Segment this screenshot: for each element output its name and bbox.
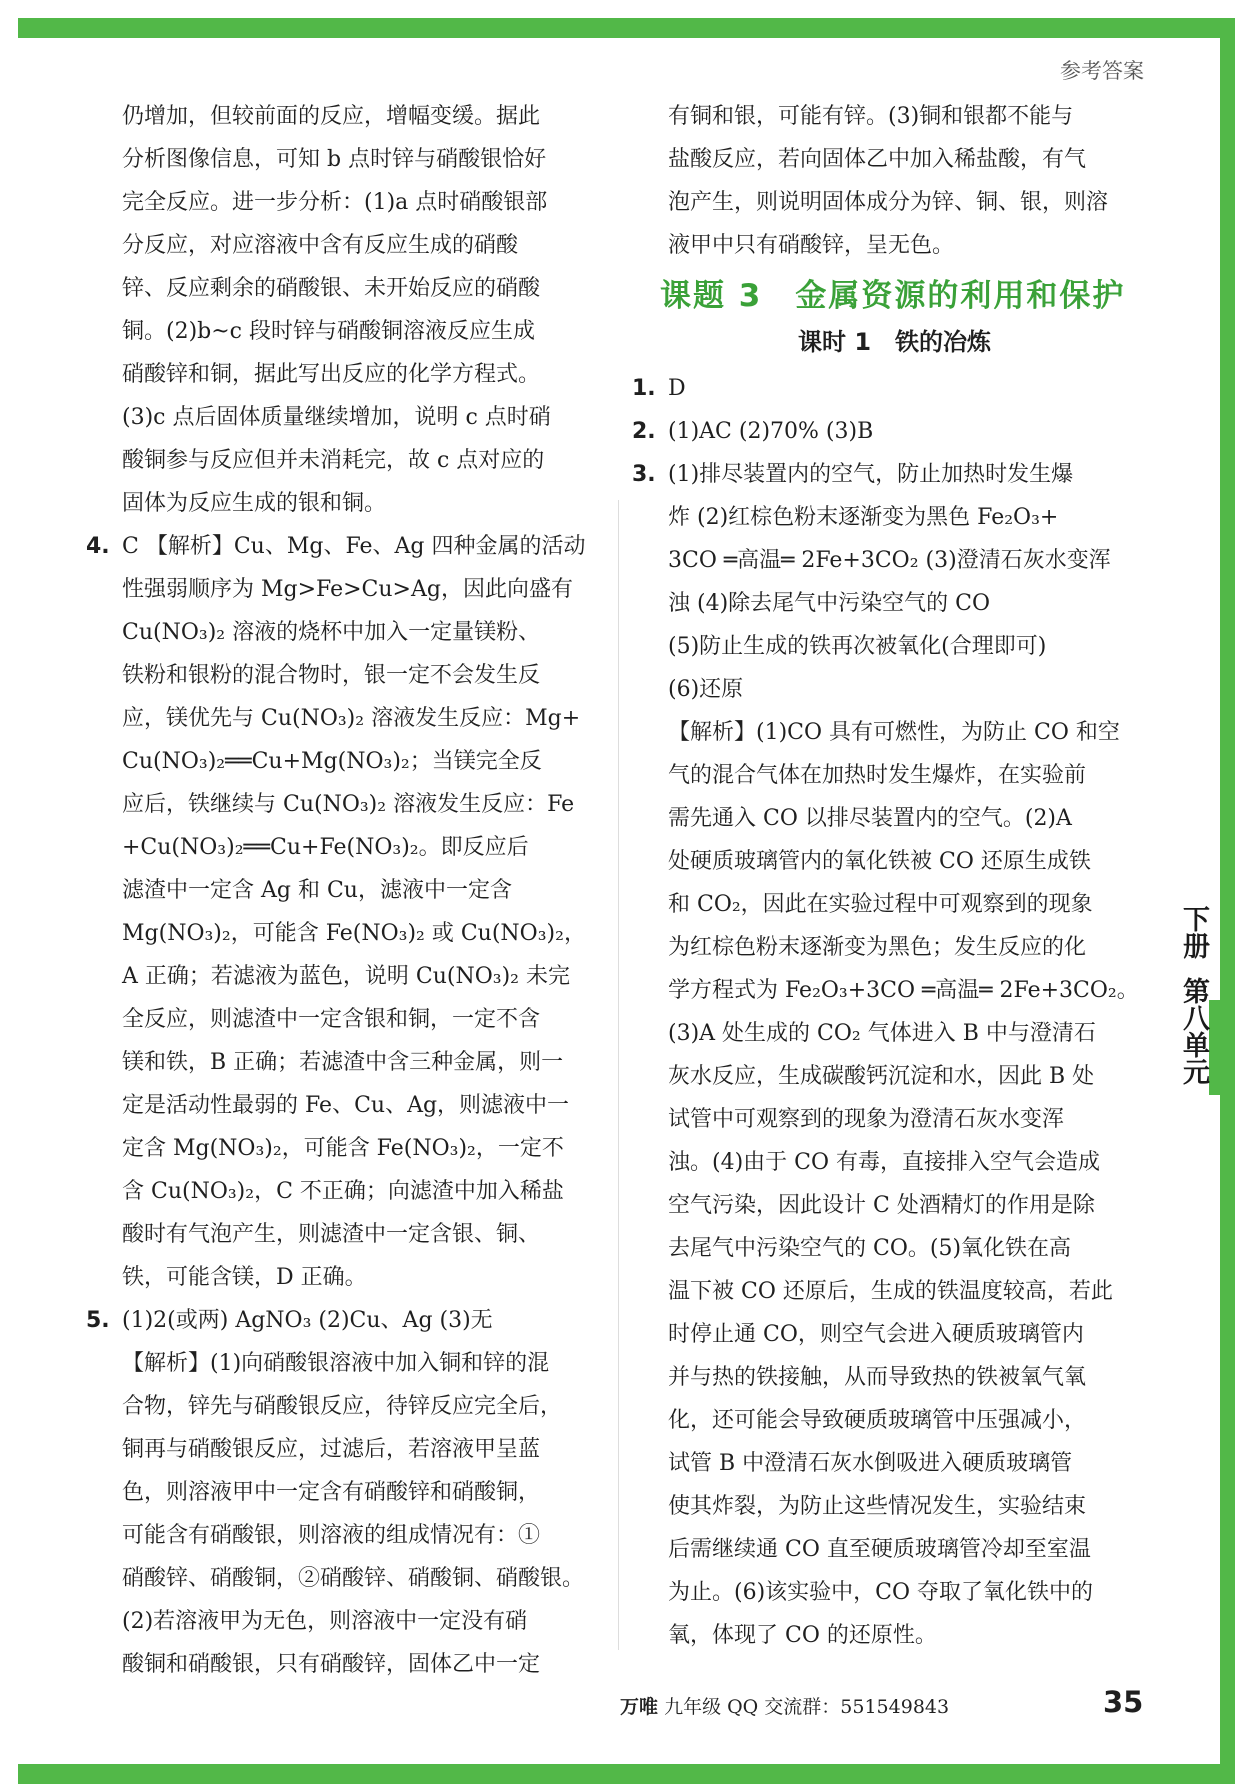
text-line	[632, 496, 1157, 539]
question-number: 2.	[632, 419, 656, 444]
line-text: 酸时有气泡产生，则滤渣中一定含银、铜、	[122, 1222, 541, 1247]
text-line	[86, 654, 606, 697]
text-line	[632, 840, 1157, 883]
line-text: (5)防止生成的铁再次被氧化(合理即可)	[668, 634, 1047, 659]
line-text: 氧，体现了 CO 的还原性。	[668, 1623, 937, 1648]
line-text: 铁粉和银粉的混合物时，银一定不会发生反	[122, 663, 541, 688]
question-number: 4.	[86, 534, 110, 559]
section-title: 课时 1 铁的冶炼	[797, 328, 992, 356]
text-line	[86, 1213, 606, 1256]
text-line	[632, 1485, 1157, 1528]
left-column	[86, 95, 606, 1686]
text-line	[86, 181, 606, 224]
line-text: 铁，可能含镁，D 正确。	[122, 1265, 367, 1290]
text-line	[632, 754, 1157, 797]
line-text: +Cu(NO₃)₂══Cu+Fe(NO₃)₂。即反应后	[122, 835, 529, 860]
text-line	[632, 1614, 1157, 1657]
text-line	[86, 1643, 606, 1686]
text-line	[86, 353, 606, 396]
line-text: 铜再与硝酸银反应，过滤后，若溶液甲呈蓝	[122, 1437, 541, 1462]
line-text: 灰水反应，生成碳酸钙沉淀和水，因此 B 处	[668, 1064, 1095, 1089]
text-line	[632, 453, 1157, 496]
text-line	[86, 1041, 606, 1084]
line-text: 浊 (4)除去尾气中污染空气的 CO	[668, 591, 991, 616]
line-text: 性强弱顺序为 Mg>Fe>Cu>Ag，因此向盛有	[122, 577, 573, 602]
header-answer-key: 参考答案	[1060, 59, 1144, 83]
line-text: 并与热的铁接触，从而导致热的铁被氧气氧	[668, 1365, 1087, 1390]
line-text: 3CO ═高温═ 2Fe+3CO₂ (3)澄清石灰水变浑	[668, 548, 1111, 573]
text-line	[632, 625, 1157, 668]
text-line	[86, 568, 606, 611]
text-line	[86, 955, 606, 998]
question-number: 1.	[632, 376, 656, 401]
line-text: D	[668, 376, 686, 401]
text-line	[86, 224, 606, 267]
line-text: (1)2(或两) AgNO₃ (2)Cu、Ag (3)无	[122, 1308, 493, 1333]
line-text: 气的混合气体在加热时发生爆炸，在实验前	[668, 763, 1087, 788]
line-text: 后需继续通 CO 直至硬质玻璃管冷却至室温	[668, 1537, 1091, 1562]
text-line	[632, 797, 1157, 840]
text-line	[86, 1557, 606, 1600]
line-text: 试管 B 中澄清石灰水倒吸进入硬质玻璃管	[668, 1451, 1073, 1476]
text-line	[632, 711, 1157, 754]
text-line	[632, 1098, 1157, 1141]
line-text: 合物，锌先与硝酸银反应，待锌反应完全后，	[122, 1394, 563, 1419]
text-line	[86, 1514, 606, 1557]
text-line	[632, 1313, 1157, 1356]
text-line	[86, 869, 606, 912]
line-text: 为红棕色粉末逐渐变为黑色；发生反应的化	[668, 935, 1087, 960]
side-tab	[1172, 905, 1214, 1145]
text-line	[632, 367, 1157, 410]
text-line	[86, 1299, 606, 1342]
text-line	[86, 1170, 606, 1213]
text-line	[86, 1342, 606, 1385]
line-text: 铜。(2)b~c 段时锌与硝酸铜溶液反应生成	[122, 319, 535, 344]
column-divider	[618, 500, 619, 1650]
text-line	[632, 969, 1157, 1012]
line-text: (2)若溶液甲为无色，则溶液中一定没有硝	[122, 1609, 528, 1634]
text-line	[632, 1399, 1157, 1442]
text-line	[632, 224, 1157, 267]
line-text: Mg(NO₃)₂，可能含 Fe(NO₃)₂ 或 Cu(NO₃)₂，	[122, 921, 586, 946]
line-text: (1)AC (2)70% (3)B	[668, 419, 874, 444]
line-text: 应后，铁继续与 Cu(NO₃)₂ 溶液发生反应：Fe	[122, 792, 575, 817]
text-line	[632, 1141, 1157, 1184]
line-text: 镁和铁，B 正确；若滤渣中含三种金属，则一	[122, 1050, 564, 1075]
text-line	[632, 883, 1157, 926]
text-line	[86, 1428, 606, 1471]
top-border	[18, 18, 1235, 38]
right-column-bottom	[632, 367, 1157, 1657]
text-line	[86, 396, 606, 439]
text-line	[86, 310, 606, 353]
line-text: 固体为反应生成的银和铜。	[122, 491, 387, 516]
text-line	[632, 1571, 1157, 1614]
line-text: 学方程式为 Fe₂O₃+3CO ═高温═ 2Fe+3CO₂。	[668, 978, 1139, 1003]
footer	[620, 1692, 949, 1719]
line-text: 和 CO₂，因此在实验过程中可观察到的现象	[668, 892, 1093, 917]
line-text: A 正确；若滤液为蓝色，说明 Cu(NO₃)₂ 未完	[122, 964, 570, 989]
text-line	[632, 95, 1157, 138]
line-text: 泡产生，则说明固体成分为锌、铜、银，则溶	[668, 190, 1109, 215]
text-line	[86, 611, 606, 654]
line-text: 时停止通 CO，则空气会进入硬质玻璃管内	[668, 1322, 1084, 1347]
line-text: 硝酸锌、硝酸铜，②硝酸锌、硝酸铜、硝酸银。	[122, 1566, 585, 1591]
line-text: 炸 (2)红棕色粉末逐渐变为黑色 Fe₂O₃+	[668, 505, 1059, 530]
line-text: 完全反应。进一步分析：(1)a 点时硝酸银部	[122, 190, 548, 215]
line-text: 酸铜参与反应但并未消耗完，故 c 点对应的	[122, 448, 545, 473]
line-text: 定是活动性最弱的 Fe、Cu、Ag，则滤液中一	[122, 1093, 570, 1118]
question-number: 3.	[632, 462, 656, 487]
line-text: 空气污染，因此设计 C 处酒精灯的作用是除	[668, 1193, 1095, 1218]
line-text: Cu(NO₃)₂ 溶液的烧杯中加入一定量镁粉、	[122, 620, 541, 645]
text-line	[86, 1600, 606, 1643]
text-line	[86, 267, 606, 310]
line-text: 可能含有硝酸银，则溶液的组成情况有：①	[122, 1523, 541, 1548]
footer-brand: 万唯	[620, 1696, 659, 1718]
line-text: 需先通入 CO 以排尽装置内的空气。(2)A	[668, 806, 1072, 831]
line-text: 仍增加，但较前面的反应，增幅变缓。据此	[122, 104, 541, 129]
text-line	[86, 783, 606, 826]
line-text: 温下被 CO 还原后，生成的铁温度较高，若此	[668, 1279, 1113, 1304]
right-border	[1220, 18, 1235, 1784]
text-line	[632, 1055, 1157, 1098]
text-line	[632, 1356, 1157, 1399]
text-line	[86, 1127, 606, 1170]
text-line	[632, 1227, 1157, 1270]
text-line	[632, 1442, 1157, 1485]
text-line	[86, 998, 606, 1041]
side-tab-volume: 下册	[1178, 905, 1209, 959]
line-text: 化，还可能会导致硬质玻璃管中压强减小，	[668, 1408, 1087, 1433]
text-line	[86, 1256, 606, 1299]
line-text: 全反应，则滤渣中一定含银和铜，一定不含	[122, 1007, 541, 1032]
text-line	[632, 1270, 1157, 1313]
bottom-border	[18, 1764, 1235, 1784]
line-text: 滤渣中一定含 Ag 和 Cu，滤液中一定含	[122, 878, 512, 903]
line-text: (3)c 点后固体质量继续增加，说明 c 点时硝	[122, 405, 551, 430]
text-line	[632, 582, 1157, 625]
line-text: 色，则溶液甲中一定含有硝酸锌和硝酸铜，	[122, 1480, 541, 1505]
line-text: 应，镁优先与 Cu(NO₃)₂ 溶液发生反应：Mg+	[122, 706, 581, 731]
text-line	[86, 482, 606, 525]
footer-text: 九年级 QQ 交流群：551549843	[664, 1696, 950, 1718]
lesson-title: 课题 3 金属资源的利用和保护	[660, 278, 1126, 314]
line-text: 分析图像信息，可知 b 点时锌与硝酸银恰好	[122, 147, 547, 172]
text-line	[86, 1084, 606, 1127]
line-text: 含 Cu(NO₃)₂，C 不正确；向滤渣中加入稀盐	[122, 1179, 564, 1204]
text-line	[632, 410, 1157, 453]
text-line	[632, 1184, 1157, 1227]
line-text: 硝酸锌和铜，据此写出反应的化学方程式。	[122, 362, 541, 387]
page-number: 35	[1103, 1685, 1144, 1719]
text-line	[86, 826, 606, 869]
text-line	[86, 1471, 606, 1514]
text-line	[86, 1385, 606, 1428]
right-column-top	[632, 95, 1157, 267]
text-line	[86, 138, 606, 181]
line-text: 为止。(6)该实验中，CO 夺取了氧化铁中的	[668, 1580, 1094, 1605]
text-line	[86, 740, 606, 783]
line-text: 盐酸反应，若向固体乙中加入稀盐酸，有气	[668, 147, 1087, 172]
line-text: 分反应，对应溶液中含有反应生成的硝酸	[122, 233, 519, 258]
text-line	[632, 1528, 1157, 1571]
text-line	[86, 525, 606, 568]
line-text: 去尾气中污染空气的 CO。(5)氧化铁在高	[668, 1236, 1072, 1261]
line-text: Cu(NO₃)₂══Cu+Mg(NO₃)₂；当镁完全反	[122, 749, 542, 774]
text-line	[632, 668, 1157, 711]
line-text: 定含 Mg(NO₃)₂，可能含 Fe(NO₃)₂，一定不	[122, 1136, 564, 1161]
line-text: (6)还原	[668, 677, 744, 702]
text-line	[632, 1012, 1157, 1055]
line-text: 液甲中只有硝酸锌，呈无色。	[668, 233, 955, 258]
line-text: 【解析】(1)CO 具有可燃性，为防止 CO 和空	[668, 720, 1120, 745]
line-text: 酸铜和硝酸银，只有硝酸锌，固体乙中一定	[122, 1652, 541, 1677]
text-line	[86, 912, 606, 955]
text-line	[632, 926, 1157, 969]
line-text: 试管中可观察到的现象为澄清石灰水变浑	[668, 1107, 1065, 1132]
text-line	[632, 181, 1157, 224]
text-line	[632, 138, 1157, 181]
line-text: 使其炸裂，为防止这些情况发生，实验结束	[668, 1494, 1087, 1519]
line-text: (3)A 处生成的 CO₂ 气体进入 B 中与澄清石	[668, 1021, 1096, 1046]
text-line	[86, 697, 606, 740]
text-line	[86, 95, 606, 138]
line-text: C 【解析】Cu、Mg、Fe、Ag 四种金属的活动	[122, 534, 586, 559]
line-text: 有铜和银，可能有锌。(3)铜和银都不能与	[668, 104, 1074, 129]
line-text: 浊。(4)由于 CO 有毒，直接排入空气会造成	[668, 1150, 1101, 1175]
line-text: (1)排尽装置内的空气，防止加热时发生爆	[668, 462, 1074, 487]
text-line	[86, 439, 606, 482]
line-text: 处硬质玻璃管内的氧化铁被 CO 还原生成铁	[668, 849, 1091, 874]
side-tab-unit: 第八单元	[1178, 977, 1209, 1085]
line-text: 【解析】(1)向硝酸银溶液中加入铜和锌的混	[122, 1351, 550, 1376]
question-number: 5.	[86, 1308, 110, 1333]
text-line	[632, 539, 1157, 582]
line-text: 锌、反应剩余的硝酸银、未开始反应的硝酸	[122, 276, 541, 301]
